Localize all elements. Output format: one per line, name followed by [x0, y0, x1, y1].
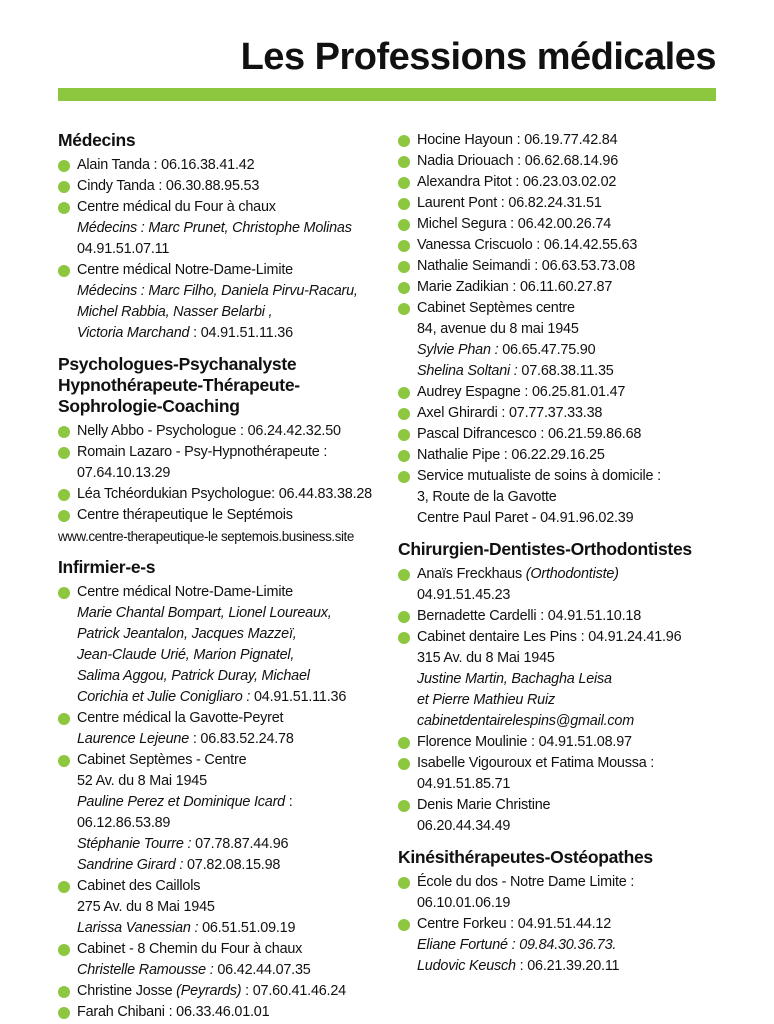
list-item-line: [77, 239, 388, 260]
list-item: [58, 505, 388, 526]
list-item: [58, 176, 388, 197]
text-segment: Marie Zadikian : 06.11.60.27.87: [417, 279, 613, 295]
text-segment: Michel Rabbia, Nasser Belarbi ,: [77, 304, 273, 320]
list-item-line: [77, 421, 388, 442]
list-item-line: [417, 935, 728, 956]
text-segment: Christelle Ramousse :: [77, 962, 214, 978]
list-item-line: [417, 214, 728, 235]
bullet-icon: [398, 240, 410, 252]
list-item: [58, 708, 388, 750]
list-item-line: [77, 505, 388, 526]
list-item-line: [417, 340, 728, 361]
list-item: [398, 424, 728, 445]
list-item: [58, 750, 388, 876]
text-segment: 04.91.51.07.11: [77, 241, 170, 257]
text-segment: Centre médical la Gavotte-Peyret: [77, 710, 284, 726]
text-segment: 06.51.51.09.19: [198, 920, 296, 936]
bullet-icon: [398, 471, 410, 483]
bullet-icon: [398, 156, 410, 168]
list-item-line: [417, 466, 728, 487]
list-item-line: [77, 463, 388, 484]
text-segment: (Peyrards): [176, 983, 242, 999]
bullet-icon: [398, 135, 410, 147]
text-segment: Nadia Driouach : 06.62.68.14.96: [417, 153, 619, 169]
bullet-icon: [398, 177, 410, 189]
section-heading-line: Kinésithérapeutes-Ostéopathes: [398, 847, 653, 867]
text-segment: Patrick Jeantalon, Jacques Mazzeï,: [77, 626, 297, 642]
bullet-icon: [58, 265, 70, 277]
bullet-icon: [58, 713, 70, 725]
text-segment: Centre Paul Paret - 04.91.96.02.39: [417, 510, 634, 526]
text-segment: 07.78.87.44.96: [191, 836, 289, 852]
text-segment: 07.64.10.13.29: [77, 465, 171, 481]
section-heading-line: Psychologues-Psychanalyste: [58, 354, 297, 374]
bullet-icon: [58, 160, 70, 172]
text-segment: 04.91.51.11.36: [250, 689, 347, 705]
list-item-line: [77, 918, 388, 939]
list-item-line: [417, 298, 728, 319]
list-item-line: [417, 711, 728, 732]
list-item-line: [417, 445, 728, 466]
list-item-line: [417, 508, 728, 529]
list-item-line: [417, 256, 728, 277]
list-item-line: [77, 603, 388, 624]
list-item-line: [417, 361, 728, 382]
text-segment: Cabinet des Caillols: [77, 878, 201, 894]
section-heading: [58, 557, 388, 578]
list-item: [398, 466, 728, 529]
section-heading-line: Sophrologie-Coaching: [58, 396, 240, 416]
list-item-line: [77, 960, 388, 981]
list-item: [398, 872, 728, 914]
text-segment: Nathalie Pipe : 06.22.29.16.25: [417, 447, 605, 463]
list-item-line: [77, 155, 388, 176]
text-segment: :: [284, 794, 293, 810]
list-item: [398, 627, 728, 732]
text-segment: 06.12.86.53.89: [77, 815, 171, 831]
list-item: [58, 421, 388, 442]
text-segment: Florence Moulinie : 04.91.51.08.97: [417, 734, 632, 750]
list-item: [58, 442, 388, 484]
bullet-icon: [58, 881, 70, 893]
text-segment: Médecins : Marc Filho, Daniela Pirvu-Racaru,: [77, 283, 358, 299]
bullet-icon: [398, 611, 410, 623]
bullet-icon: [398, 429, 410, 441]
bullet-icon: [58, 489, 70, 501]
list-item-line: [417, 277, 728, 298]
list-item: [398, 235, 728, 256]
bullet-icon: [398, 632, 410, 644]
list-item-line: [77, 771, 388, 792]
text-segment: Sandrine Girard :: [77, 857, 184, 873]
list-item: [398, 403, 728, 424]
section-heading-line: Hypnothérapeute-Thérapeute-: [58, 375, 300, 395]
page-title: Les Professions médicales: [240, 36, 716, 78]
list-item: [58, 155, 388, 176]
text-segment: Alexandra Pitot : 06.23.03.02.02: [417, 174, 617, 190]
list-item-line: [77, 981, 388, 1002]
list-item: [398, 795, 728, 837]
list-item-line: [77, 939, 388, 960]
left-column: [58, 130, 388, 1023]
text-segment: Romain Lazaro - Psy-Hypnothérapeute :: [77, 444, 328, 460]
list-item-line: [417, 382, 728, 403]
text-segment: Isabelle Vigouroux et Fatima Moussa :: [417, 755, 655, 771]
list-item-line: [417, 914, 728, 935]
bullet-icon: [398, 282, 410, 294]
list-item-line: [417, 235, 728, 256]
text-segment: Pauline Perez et Dominique Icard: [77, 794, 285, 810]
list-item-line: [77, 624, 388, 645]
bullet-icon: [398, 758, 410, 770]
list-item: [58, 582, 388, 708]
list-item: [58, 939, 388, 981]
list-item-line: [417, 795, 728, 816]
text-segment: Stéphanie Tourre :: [77, 836, 192, 852]
list-item-line: [417, 487, 728, 508]
list-item-line: [77, 792, 388, 813]
list-item-line: [417, 130, 728, 151]
list-item: [398, 277, 728, 298]
text-segment: Nathalie Seimandi : 06.63.53.73.08: [417, 258, 636, 274]
text-segment: : 07.60.41.46.24: [241, 983, 346, 999]
list-item: [58, 1002, 388, 1023]
text-segment: 84, avenue du 8 mai 1945: [417, 321, 579, 337]
list-item-line: [77, 750, 388, 771]
bullet-icon: [58, 944, 70, 956]
text-segment: Bernadette Cardelli : 04.91.51.10.18: [417, 608, 642, 624]
text-segment: Cabinet Septèmes - Centre: [77, 752, 247, 768]
text-segment: Cabinet - 8 Chemin du Four à chaux: [77, 941, 303, 957]
text-segment: 275 Av. du 8 Mai 1945: [77, 899, 215, 915]
text-segment: Cindy Tanda : 06.30.88.95.53: [77, 178, 260, 194]
text-segment: Médecins : Marc Prunet, Christophe Molinas: [77, 220, 352, 236]
list-item-line: [417, 648, 728, 669]
bullet-icon: [398, 450, 410, 462]
list-item: [58, 260, 388, 344]
text-segment: Centre Forkeu : 04.91.51.44.12: [417, 916, 612, 932]
text-segment: 04.91.51.85.71: [417, 776, 511, 792]
text-segment: Victoria Marchand: [77, 325, 190, 341]
list-item: [398, 214, 728, 235]
list-item-line: [417, 627, 728, 648]
section-heading: [398, 539, 728, 560]
text-segment: Corichia et Julie Conigliaro :: [77, 689, 251, 705]
section-heading-line: Infirmier-e-s: [58, 557, 156, 577]
text-segment: : 06.21.39.20.11: [515, 958, 620, 974]
text-segment: Axel Ghirardi : 07.77.37.33.38: [417, 405, 603, 421]
text-segment: Léa Tchéordukian Psychologue: 06.44.83.38.28: [77, 486, 372, 502]
list-item-line: [417, 585, 728, 606]
text-segment: Nelly Abbo - Psychologue : 06.24.42.32.50: [77, 423, 341, 439]
bullet-icon: [398, 198, 410, 210]
bullet-icon: [58, 202, 70, 214]
text-segment: 06.10.01.06.19: [417, 895, 511, 911]
bullet-icon: [398, 261, 410, 273]
list-item: [58, 197, 388, 260]
text-segment: Centre médical Notre-Dame-Limite: [77, 262, 293, 278]
text-segment: Marie Chantal Bompart, Lionel Loureaux,: [77, 605, 332, 621]
text-segment: (Orthodontiste): [525, 566, 619, 582]
website-url[interactable]: www.centre-therapeutique-le septemois.business.site: [58, 529, 354, 544]
bullet-icon: [398, 303, 410, 315]
section-heading: [398, 847, 728, 868]
text-segment: 06.20.44.34.49: [417, 818, 511, 834]
list-item-line: [417, 564, 728, 585]
list-item-line: [77, 666, 388, 687]
section-heading: [58, 130, 388, 151]
list-item: [398, 914, 728, 977]
text-segment: Jean-Claude Urié, Marion Pignatel,: [77, 647, 295, 663]
list-item-line: [77, 484, 388, 505]
section-heading-line: Chirurgien-Dentistes-Orthodontistes: [398, 539, 692, 559]
list-item-line: [77, 442, 388, 463]
text-segment: Sylvie Phan :: [417, 342, 499, 358]
text-segment: Anaïs Freckhaus: [417, 566, 526, 582]
bullet-icon: [398, 737, 410, 749]
text-segment: 07.82.08.15.98: [183, 857, 281, 873]
list-item-line: [77, 302, 388, 323]
bullet-icon: [58, 587, 70, 599]
text-segment: cabinetdentairelespins@gmail.com: [417, 713, 634, 729]
bullet-icon: [398, 800, 410, 812]
list-item-line: [417, 606, 728, 627]
text-segment: Cabinet dentaire Les Pins : 04.91.24.41.96: [417, 629, 682, 645]
text-segment: 04.91.51.45.23: [417, 587, 511, 603]
text-segment: Alain Tanda : 06.16.38.41.42: [77, 157, 255, 173]
list-item-line: [77, 582, 388, 603]
text-segment: 315 Av. du 8 Mai 1945: [417, 650, 555, 666]
section-heading-line: Médecins: [58, 130, 136, 150]
list-item-line: [77, 260, 388, 281]
title-underline-bar: [58, 88, 716, 101]
list-item-line: [77, 855, 388, 876]
list-item-line: [77, 197, 388, 218]
list-item: [398, 606, 728, 627]
list-item-line: [77, 645, 388, 666]
list-item: [58, 876, 388, 939]
text-segment: Denis Marie Christine: [417, 797, 551, 813]
list-item: [398, 564, 728, 606]
bullet-icon: [398, 569, 410, 581]
bullet-icon: [58, 510, 70, 522]
list-item-line: [77, 323, 388, 344]
bullet-icon: [398, 219, 410, 231]
bullet-icon: [398, 877, 410, 889]
section-heading: [58, 354, 388, 417]
bullet-icon: [58, 986, 70, 998]
text-segment: Christine Josse: [77, 983, 177, 999]
text-segment: Service mutualiste de soins à domicile :: [417, 468, 661, 484]
list-item-line: [417, 669, 728, 690]
text-segment: Ludovic Keusch: [417, 958, 516, 974]
bullet-icon: [398, 919, 410, 931]
list-item-line: [417, 172, 728, 193]
text-segment: 06.42.44.07.35: [213, 962, 311, 978]
text-segment: : 06.83.52.24.78: [189, 731, 294, 747]
list-item: [398, 298, 728, 382]
list-item: [398, 753, 728, 795]
list-item-line: [77, 708, 388, 729]
list-item-line: [417, 872, 728, 893]
list-item-line: [417, 424, 728, 445]
list-item-line: [77, 876, 388, 897]
text-segment: 52 Av. du 8 Mai 1945: [77, 773, 207, 789]
right-column: [398, 130, 728, 977]
list-item: [398, 732, 728, 753]
text-segment: et Pierre Mathieu Ruiz: [417, 692, 555, 708]
list-item: [398, 193, 728, 214]
text-segment: Farah Chibani : 06.33.46.01.01: [77, 1004, 270, 1020]
list-item: [58, 484, 388, 505]
text-segment: Hocine Hayoun : 06.19.77.42.84: [417, 132, 618, 148]
text-segment: Justine Martin, Bachagha Leisa: [417, 671, 612, 687]
list-item-line: [77, 176, 388, 197]
list-item-line: [77, 687, 388, 708]
text-segment: Laurent Pont : 06.82.24.31.51: [417, 195, 602, 211]
list-item: [398, 172, 728, 193]
list-item: [398, 445, 728, 466]
bullet-icon: [398, 387, 410, 399]
list-item-line: [77, 218, 388, 239]
bullet-icon: [398, 408, 410, 420]
text-segment: Cabinet Septèmes centre: [417, 300, 575, 316]
list-item-line: [417, 816, 728, 837]
list-item: [398, 382, 728, 403]
list-item-line: [77, 813, 388, 834]
text-segment: Michel Segura : 06.42.00.26.74: [417, 216, 612, 232]
list-item-line: [77, 897, 388, 918]
text-segment: Shelina Soltani :: [417, 363, 518, 379]
text-segment: 3, Route de la Gavotte: [417, 489, 557, 505]
bullet-icon: [58, 755, 70, 767]
text-segment: Centre médical du Four à chaux: [77, 199, 276, 215]
list-item-line: [417, 893, 728, 914]
list-item: [398, 151, 728, 172]
text-segment: Larissa Vanessian :: [77, 920, 199, 936]
list-item-line: [417, 193, 728, 214]
list-item: [58, 981, 388, 1002]
list-item-line: [77, 834, 388, 855]
text-segment: Pascal Difrancesco : 06.21.59.86.68: [417, 426, 642, 442]
bullet-icon: [58, 1007, 70, 1019]
text-segment: Laurence Lejeune: [77, 731, 190, 747]
list-item-line: [77, 1002, 388, 1023]
text-segment: : 04.91.51.11.36: [189, 325, 293, 341]
list-item: [398, 130, 728, 151]
list-item-line: [417, 319, 728, 340]
list-item: [398, 256, 728, 277]
text-segment: Eliane Fortuné : 09.84.30.36.73.: [417, 937, 617, 953]
bullet-icon: [58, 426, 70, 438]
list-item-line: [77, 729, 388, 750]
text-segment: Vanessa Criscuolo : 06.14.42.55.63: [417, 237, 638, 253]
text-segment: Centre médical Notre-Dame-Limite: [77, 584, 293, 600]
text-segment: 07.68.38.11.35: [517, 363, 614, 379]
list-item-line: [417, 732, 728, 753]
text-segment: 06.65.47.75.90: [498, 342, 596, 358]
list-item-line: [417, 956, 728, 977]
list-item-line: [77, 281, 388, 302]
list-item-line: [417, 774, 728, 795]
list-item-line: [417, 753, 728, 774]
bullet-icon: [58, 181, 70, 193]
text-segment: École du dos - Notre Dame Limite :: [417, 874, 635, 890]
bullet-icon: [58, 447, 70, 459]
list-item-line: [417, 151, 728, 172]
text-segment: Audrey Espagne : 06.25.81.01.47: [417, 384, 626, 400]
text-segment: Centre thérapeutique le Septémois: [77, 507, 293, 523]
list-item-line: [417, 403, 728, 424]
list-item-line: [417, 690, 728, 711]
text-segment: Salima Aggou, Patrick Duray, Michael: [77, 668, 310, 684]
